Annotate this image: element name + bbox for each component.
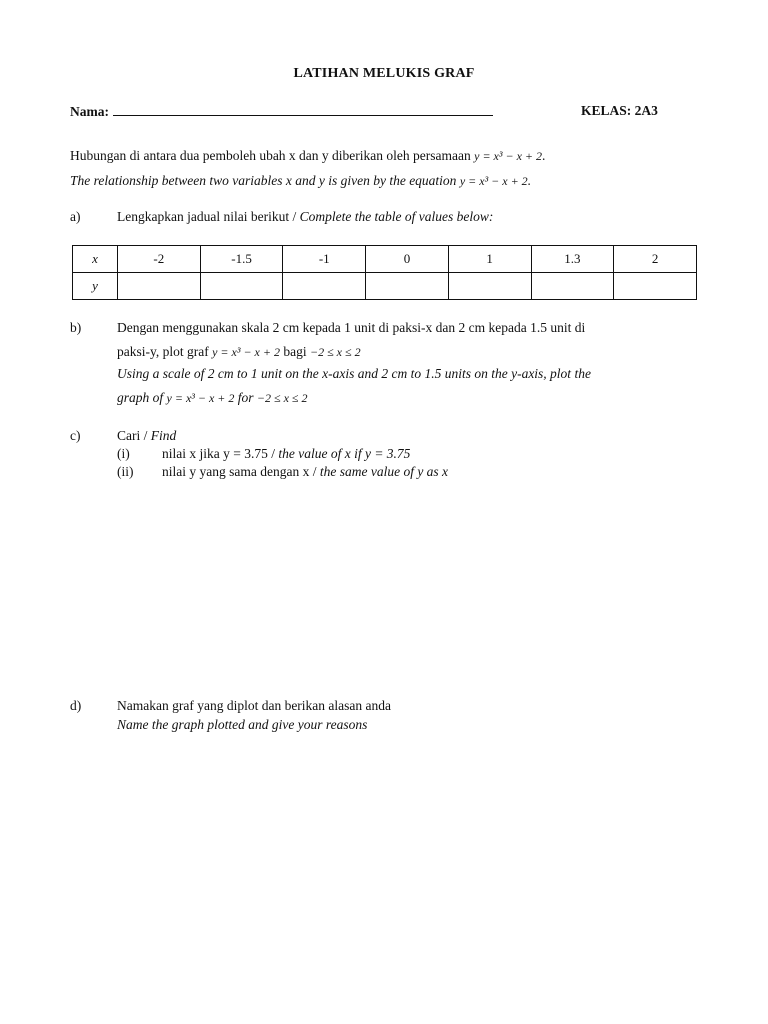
equation: y = x³ − x + 2	[212, 345, 280, 359]
table-cell-x: 1	[448, 246, 531, 273]
part-c-item-english: the same value of y as x	[319, 464, 449, 479]
name-label: Nama:	[70, 104, 109, 119]
part-b-line-2-bagi: bagi	[283, 344, 307, 359]
intro-malay: Hubungan di antara dua pemboleh ubah x dan y diberikan oleh persamaan y = x³ − x + 2.	[70, 148, 546, 163]
domain-range: −2 ≤ x ≤ 2	[256, 391, 308, 405]
part-c-item-number: (i)	[117, 446, 130, 461]
part-c-item	[162, 446, 410, 462]
part-b-line-2	[117, 344, 361, 360]
equation: y = x³ − x + 2	[474, 149, 542, 163]
part-c-item-malay: nilai x jika y = 3.75 /	[162, 446, 279, 461]
table-row-x	[73, 246, 697, 273]
part-c-heading-english: Find	[150, 428, 177, 443]
name-blank-line	[113, 103, 493, 116]
part-a-instruction	[117, 209, 493, 225]
table-header-y: y	[73, 273, 118, 300]
part-b-line-4	[117, 390, 308, 406]
table-cell-y[interactable]	[531, 273, 614, 300]
table-cell-y[interactable]	[283, 273, 366, 300]
part-c-item-english: the value of x if y = 3.75	[278, 446, 411, 461]
table-cell-x: -2	[118, 246, 201, 273]
table-cell-y[interactable]	[366, 273, 449, 300]
intro-english: The relationship between two variables x and y is given by the equation y = x³ − x + 2.	[70, 173, 532, 188]
part-c-item-number: (ii)	[117, 464, 134, 479]
part-d-text-english: Name the graph plotted and give your reasons	[117, 717, 368, 732]
name-field	[70, 103, 493, 120]
table-cell-x: -1	[283, 246, 366, 273]
part-c-label: c)	[70, 428, 81, 443]
table-cell-y[interactable]	[448, 273, 531, 300]
part-a-label: a)	[70, 209, 81, 224]
part-a-text-english: Complete the table of values below:	[299, 209, 494, 224]
table-row-y	[73, 273, 697, 300]
table-cell-y[interactable]	[118, 273, 201, 300]
intro-malay-text: Hubungan di antara dua pemboleh ubah x dan y diberikan oleh persamaan	[70, 148, 471, 163]
table-cell-x: 2	[614, 246, 697, 273]
table-cell-x: 1.3	[531, 246, 614, 273]
part-a-text-malay: Lengkapkan jadual nilai berikut /	[117, 209, 300, 224]
part-d-label: d)	[70, 698, 82, 713]
domain-range: −2 ≤ x ≤ 2	[309, 345, 361, 359]
part-b-line-3: Using a scale of 2 cm to 1 unit on the x-axis and 2 cm to 1.5 units on the y-axis, plot the	[117, 366, 591, 381]
table-cell-x: -1.5	[200, 246, 283, 273]
part-b-line-2-prefix: paksi-y, plot graf	[117, 344, 209, 359]
table-header-x: x	[73, 246, 118, 273]
equation: y = x³ − x + 2	[459, 174, 528, 188]
part-b-line-4-for: for	[237, 390, 254, 405]
part-b-label: b)	[70, 320, 82, 335]
part-c-item	[162, 464, 448, 480]
class-label: KELAS: 2A3	[581, 103, 658, 118]
part-d-text-malay: Namakan graf yang diplot dan berikan alasan anda	[117, 698, 392, 713]
page-title: LATIHAN MELUKIS GRAF	[293, 66, 475, 81]
table-cell-x: 0	[366, 246, 449, 273]
table-cell-y[interactable]	[614, 273, 697, 300]
values-table	[72, 245, 697, 300]
intro-english-text: The relationship between two variables x and y is given by the equation	[70, 173, 457, 188]
part-c-heading-malay: Cari /	[117, 428, 151, 443]
equation: y = x³ − x + 2	[166, 391, 235, 405]
table-cell-y[interactable]	[200, 273, 283, 300]
part-c-heading	[117, 428, 176, 444]
part-b-line-4-prefix: graph of	[117, 390, 164, 405]
part-b-line-1: Dengan menggunakan skala 2 cm kepada 1 unit di paksi-x dan 2 cm kepada 1.5 unit di	[117, 320, 586, 335]
part-c-item-malay: nilai y yang sama dengan x /	[162, 464, 320, 479]
